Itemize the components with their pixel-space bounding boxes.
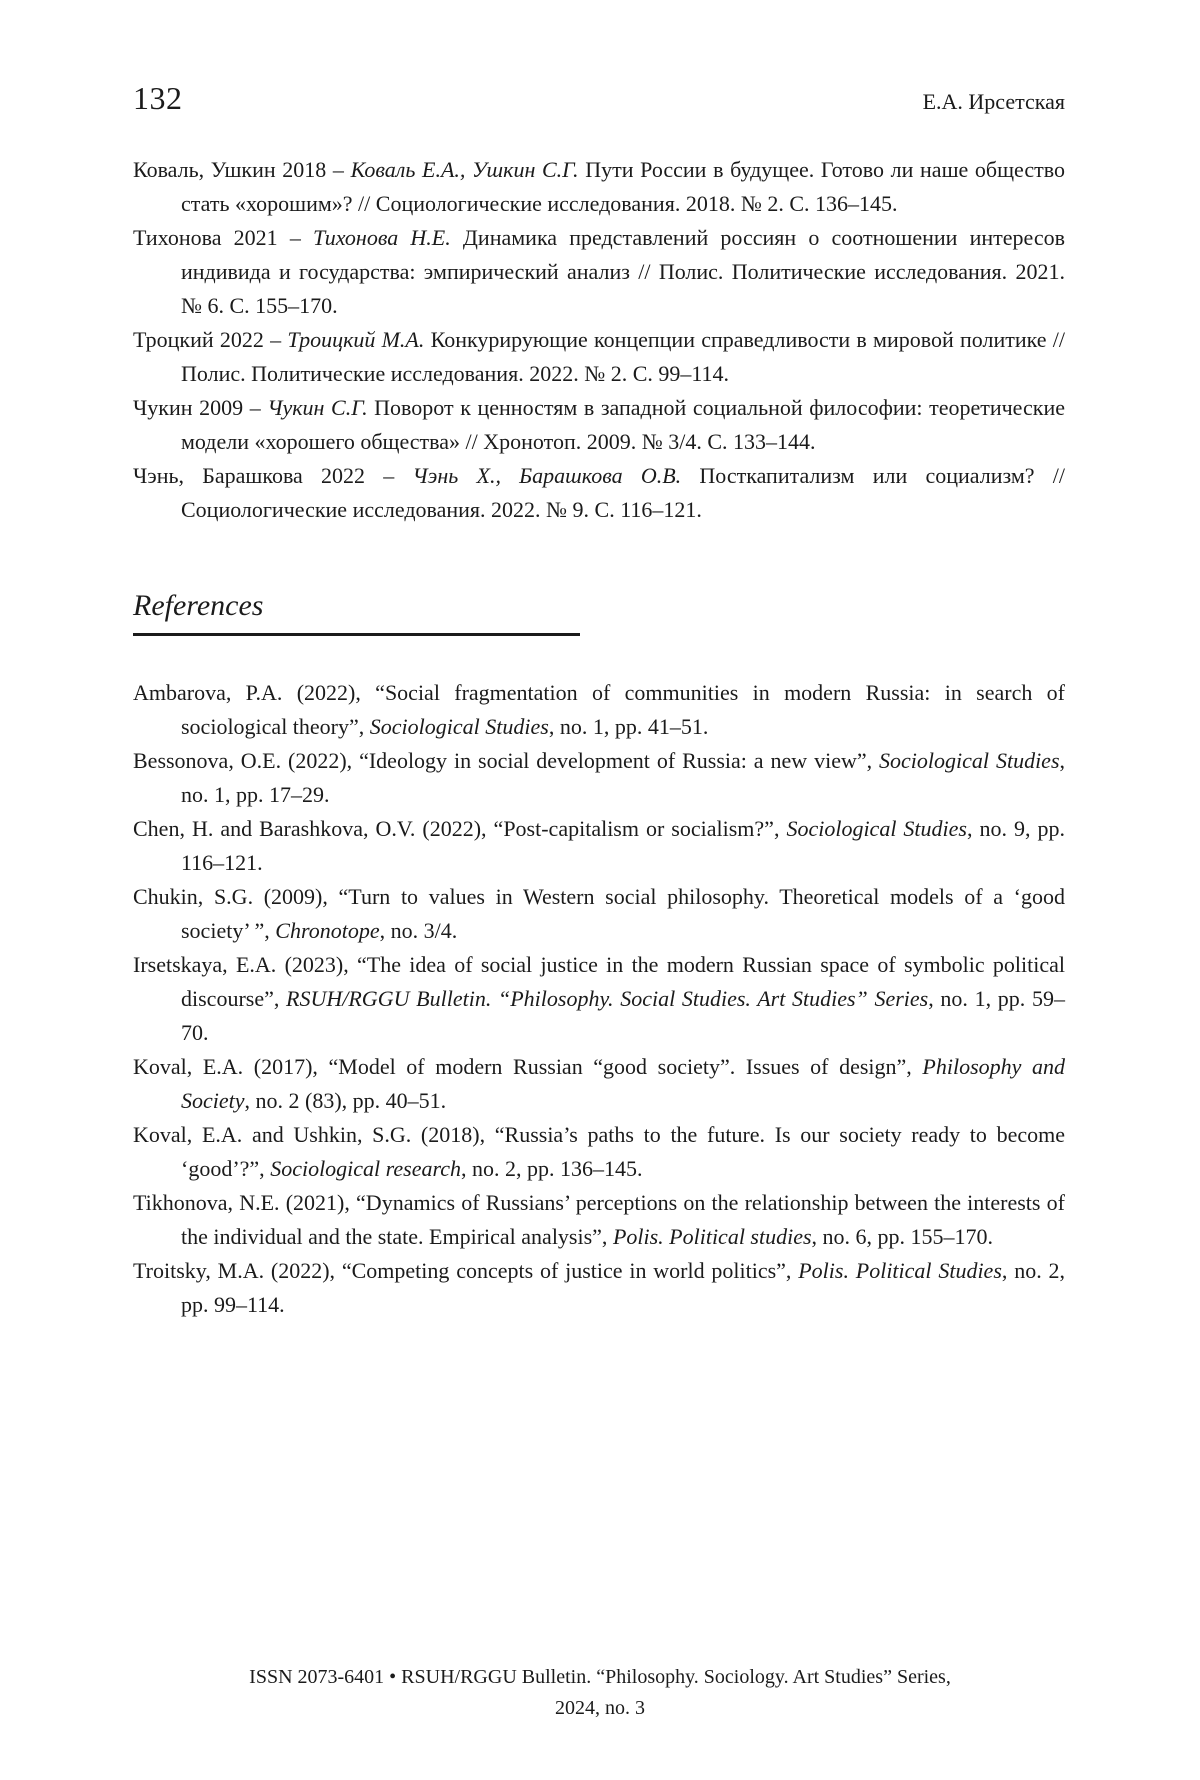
reference-italic-segment: Polis. Political studies <box>612 1224 812 1249</box>
reference-text-segment: Троцкий 2022 – <box>133 327 288 352</box>
references-heading: References <box>133 589 264 622</box>
russian-references-list <box>133 153 1065 527</box>
reference-italic-segment: Sociological Studies <box>369 714 549 739</box>
reference-text-segment: Troitsky, M.A. (2022), “Competing concepts of justice in world politics”, <box>133 1258 799 1283</box>
reference-text-segment: , no. 1, pp. 41–51. <box>548 714 709 739</box>
reference-italic-segment: Чэнь Х., Барашкова О.В. <box>412 463 682 488</box>
reference-italic-segment: Тихонова Н.Е. <box>313 225 451 250</box>
reference-text-segment: Поворот к ценностям в западной социальной философии: теоретические модели «хорошего общества» // Хронотоп. 2009. № 3/4. С. 133–144. <box>181 395 1065 454</box>
reference-entry <box>133 948 1065 1050</box>
page-number: 132 <box>133 80 183 116</box>
reference-italic-segment: Chronotope <box>275 918 380 943</box>
running-head-author: Е.А. Ирсетская <box>922 89 1065 114</box>
reference-text-segment: Чэнь, Барашкова 2022 – <box>133 463 413 488</box>
reference-entry <box>133 812 1065 880</box>
reference-entry <box>133 391 1065 459</box>
reference-text-segment: Koval, E.A. and Ushkin, S.G. (2018), “Russia’s paths to the future. Is our society ready to become ‘good’?”, <box>133 1122 1065 1181</box>
reference-text-segment: , no. 2, pp. 136–145. <box>461 1156 643 1181</box>
reference-text-segment: Конкурирующие концепции справедливости в мировой политике // Полис. Политические исследования. 2022. № 2. С. 99–114. <box>181 327 1066 386</box>
reference-entry <box>133 221 1065 323</box>
reference-italic-segment: Чукин С.Г. <box>267 395 368 420</box>
reference-italic-segment: RSUH/RGGU Bulletin. “Philosophy. Social Studies. Art Studies” Series <box>286 986 929 1011</box>
reference-entry <box>133 323 1065 391</box>
reference-text-segment: , no. 9, pp. 116–121. <box>181 816 1066 875</box>
reference-italic-segment: Троицкий М.А. <box>287 327 425 352</box>
reference-text-segment: Irsetskaya, E.A. (2023), “The idea of social justice in the modern Russian space of symbolic political discourse”, <box>133 952 1065 1011</box>
footer-line-2: 2024, no. 3 <box>555 1697 645 1719</box>
reference-text-segment: Chen, H. and Barashkova, O.V. (2022), “Post-capitalism or socialism?”, <box>133 816 787 841</box>
reference-italic-segment: Sociological research <box>270 1156 462 1181</box>
reference-text-segment: , no. 1, pp. 59–70. <box>181 986 1065 1045</box>
reference-text-segment: , no. 3/4. <box>379 918 458 943</box>
reference-entry <box>133 459 1065 527</box>
reference-text-segment: Ambarova, P.A. (2022), “Social fragmentation of communities in modern Russia: in search of sociological theory”, <box>133 680 1065 739</box>
references-heading-rule <box>133 589 580 636</box>
reference-text-segment: Посткапитализм или социализм? // Социологические исследования. 2022. № 9. С. 116–121. <box>181 463 1066 522</box>
reference-entry <box>133 1186 1065 1254</box>
reference-text-segment: Chukin, S.G. (2009), “Turn to values in Western social philosophy. Theoretical models of a ‘good society’ ”, <box>133 884 1065 943</box>
reference-entry <box>133 1254 1065 1322</box>
reference-text-segment: Tikhonova, N.E. (2021), “Dynamics of Russians’ perceptions on the relationship between the interests of the individual and the state. Empirical analysis”, <box>133 1190 1065 1249</box>
reference-text-segment: Koval, E.A. (2017), “Model of modern Russian “good society”. Issues of design”, <box>133 1054 923 1079</box>
reference-entry <box>133 1050 1065 1118</box>
reference-italic-segment: Коваль Е.А., Ушкин С.Г. <box>350 157 579 182</box>
reference-entry <box>133 676 1065 744</box>
running-head <box>133 80 1065 117</box>
reference-entry <box>133 880 1065 948</box>
english-references-list <box>133 676 1065 1322</box>
reference-text-segment: Чукин 2009 – <box>133 395 268 420</box>
reference-text-segment: Bessonova, O.E. (2022), “Ideology in social development of Russia: a new view”, <box>133 748 880 773</box>
reference-text-segment: Динамика представлений россиян о соотношении интересов индивида и государства: эмпирический анализ // Полис. Политические исследования. 2021. № 6. С. 155–170. <box>181 225 1065 318</box>
page-footer <box>0 1662 1200 1724</box>
reference-italic-segment: Philosophy and Society <box>181 1054 1065 1113</box>
reference-italic-segment: Polis. Political Studies <box>798 1258 1002 1283</box>
reference-text-segment: Пути России в будущее. Готово ли наше общество стать «хорошим»? // Социологические исследования. 2018. № 2. С. 136–145. <box>181 157 1065 216</box>
reference-italic-segment: Sociological Studies <box>879 748 1060 773</box>
reference-text-segment: , no. 6, pp. 155–170. <box>811 1224 994 1249</box>
reference-text-segment: , no. 2, pp. 99–114. <box>181 1258 1065 1317</box>
reference-entry <box>133 153 1065 221</box>
reference-text-segment: , no. 2 (83), pp. 40–51. <box>244 1088 447 1113</box>
reference-text-segment: Коваль, Ушкин 2018 – <box>133 157 351 182</box>
footer-line-1: ISSN 2073-6401 • RSUH/RGGU Bulletin. “Philosophy. Sociology. Art Studies” Series, <box>249 1666 951 1688</box>
reference-italic-segment: Sociological Studies <box>786 816 967 841</box>
reference-text-segment: Тихонова 2021 – <box>133 225 313 250</box>
reference-entry <box>133 744 1065 812</box>
reference-text-segment: , no. 1, pp. 17–29. <box>181 748 1066 807</box>
reference-entry <box>133 1118 1065 1186</box>
